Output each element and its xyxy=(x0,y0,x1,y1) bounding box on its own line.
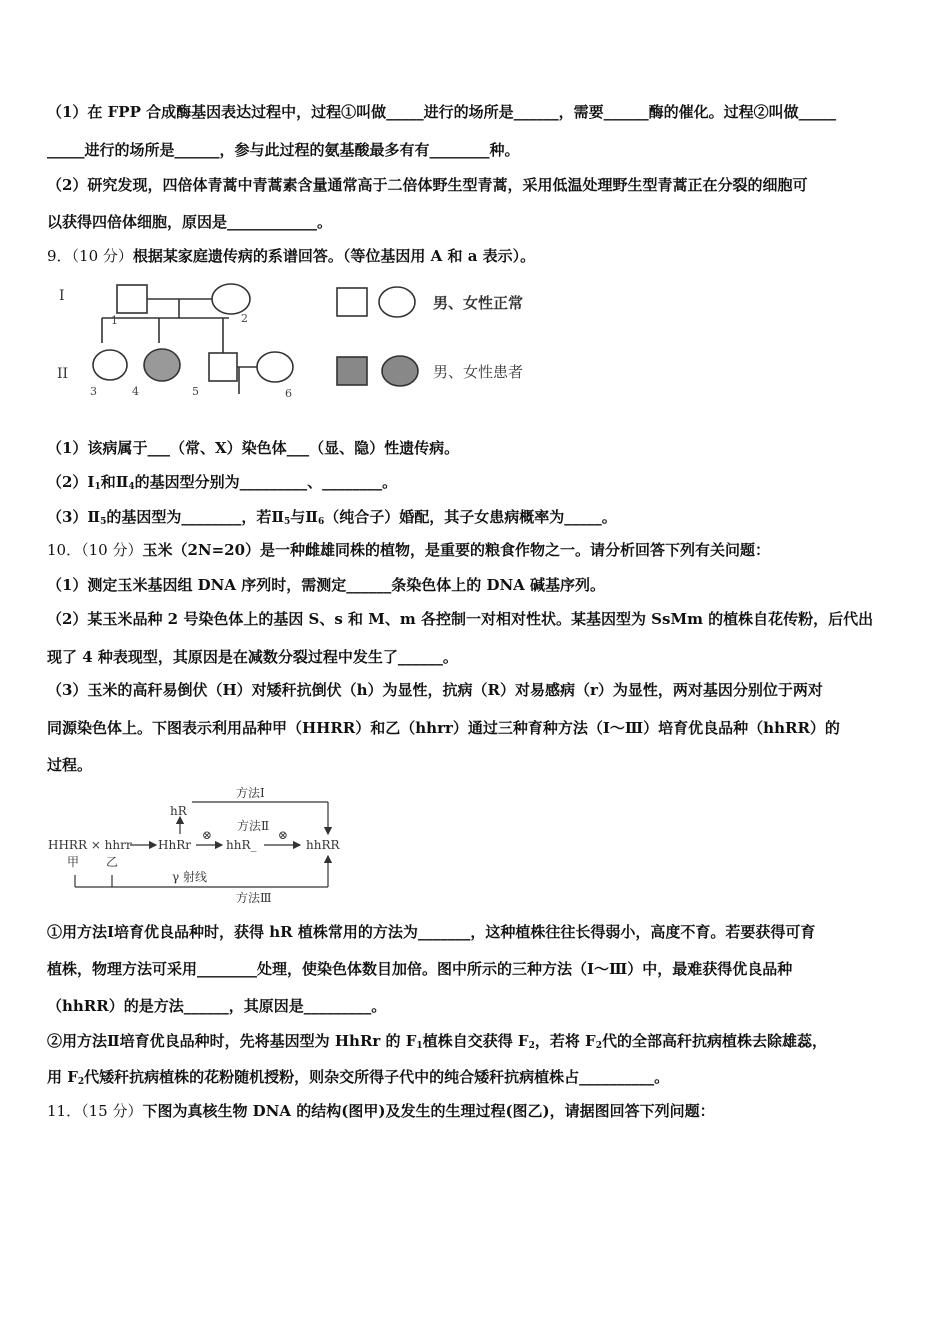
hhR-genotype: hhR_ xyxy=(226,838,257,852)
self-symbol-1: ⊗ xyxy=(202,828,213,842)
q9-sub3: $(3)Ⅱ_5$的基因型为________，若$Ⅱ_5$与$Ⅱ_6$（纯合子）婚配，其子女患病概率为_____。 xyxy=(47,508,617,527)
q10-sub3-line3: 过程。 xyxy=(47,756,93,774)
q8-part1-line2: _____进行的场所是______，参与此过程的氨基酸最多有有________种。 xyxy=(47,141,520,159)
gen-label-i: I xyxy=(59,288,65,304)
pedigree-ii3-female-normal xyxy=(93,350,127,380)
q10-number: 10．（10 分） xyxy=(47,541,143,559)
self-symbol-2: ⊗ xyxy=(278,828,289,842)
q8-part2-line2: 以获得四倍体细胞，原因是____________。 xyxy=(47,213,333,231)
cross-parents: HHRR × hhrr xyxy=(48,838,132,852)
q8-part1-line1: （1）在 FPP 合成酶基因表达过程中，过程①叫做_____进行的场所是______，需要______酶的催化。过程②叫做_____ xyxy=(47,103,837,121)
q10-c2-line1: ②用方法Ⅱ培育优良品种时，先将基因型为 HhRr 的 $F_1$植株自交获得 $F_2$，若将 $F_2$代的全部高秆抗病植株去除雄蕊， xyxy=(47,1032,827,1051)
q11-stem: 11．（15 分）下图为真核生物 DNA 的结构(图甲)及发生的生理过程(图乙)，请据图回答下列问题： xyxy=(47,1102,715,1120)
q10-c1-line3: （hhRR）的是方法______，其原因是_________。 xyxy=(47,997,387,1015)
q9-number: 9．（10 分） xyxy=(47,247,133,265)
pedigree-label-2: 2 xyxy=(241,312,248,325)
pedigree-i1-male-normal xyxy=(117,285,147,313)
q9-sub2: $(2)Ⅰ_1$和$Ⅱ_4$的基因型分别为_________、________。 xyxy=(47,473,398,492)
legend-affected-label: 男、女性患者 xyxy=(433,363,524,381)
gen-label-ii: II xyxy=(57,366,69,382)
q10-sub2-line1: （2）某玉米品种 2 号染色体上的基因 S、s 和 M、m 各控制一对相对性状。某基因型为 SsMm 的植株自花传粉，后代出 xyxy=(47,610,874,628)
pedigree-chart xyxy=(47,276,567,406)
q9-stem: 9．（10 分）根据某家庭遗传病的系谱回答。（等位基因用 A 和 a 表示）。 xyxy=(47,247,536,265)
q10-sub3-line1: （3）玉米的高秆易倒伏（H）对矮秆抗倒伏（h）为显性，抗病（R）对易感病（r）为显性，两对基因分别位于两对 xyxy=(47,681,823,699)
pedigree-i2-female-normal xyxy=(212,284,250,314)
method2-label: 方法Ⅱ xyxy=(237,819,270,833)
method3-label: 方法Ⅲ xyxy=(236,891,272,905)
legend-male-normal-icon xyxy=(337,288,367,316)
pedigree-ii5-male-normal xyxy=(209,353,237,381)
legend-female-affected-icon xyxy=(382,356,418,386)
method1-label: 方法Ⅰ xyxy=(236,786,265,800)
q10-sub3-line2: 同源染色体上。下图表示利用品种甲（HHRR）和乙（hhrr）通过三种育种方法（Ⅰ～Ⅲ）培育优良品种（hhRR）的 xyxy=(47,719,840,737)
q10-sub1: （1）测定玉米基因组 DNA 序列时，需测定______条染色体上的 DNA 碱基序列。 xyxy=(47,576,606,594)
breeding-diagram xyxy=(44,784,364,906)
target-genotype: hhRR xyxy=(306,838,340,852)
pedigree-ii4-female-affected xyxy=(144,349,180,381)
pedigree-label-5: 5 xyxy=(192,385,199,398)
legend-female-normal-icon xyxy=(379,287,415,317)
legend-male-affected-icon xyxy=(337,357,367,385)
pedigree-label-1: 1 xyxy=(111,314,118,327)
pedigree-label-4: 4 xyxy=(132,385,139,398)
hR-label: hR xyxy=(170,804,187,818)
q10-stem: 10．（10 分）玉米（2N=20）是一种雌雄同株的植物，是重要的粮食作物之一。请分析回答下列有关问题： xyxy=(47,541,771,559)
q10-c1-line1: ①用方法Ⅰ培育优良品种时，获得 hR 植株常用的方法为_______，这种植株往往长得弱小，高度不育。若要获得可育 xyxy=(47,923,816,941)
f1-genotype: HhRr xyxy=(158,838,191,852)
legend-normal-label: 男、女性正常 xyxy=(433,294,524,312)
parent-yi: 乙 xyxy=(106,855,119,869)
parent-jia: 甲 xyxy=(67,855,80,869)
gamma-ray-label: γ 射线 xyxy=(172,870,207,884)
q10-c1-line2: 植株，物理方法可采用________处理，使染色体数目加倍。图中所示的三种方法（Ⅰ～Ⅲ）中，最难获得优良品种 xyxy=(47,960,793,978)
q8-part2-line1: （2）研究发现，四倍体青蒿中青蒿素含量通常高于二倍体野生型青蒿，采用低温处理野生型青蒿正在分裂的细胞可 xyxy=(47,176,808,194)
pedigree-label-6: 6 xyxy=(285,387,292,400)
q10-sub2-line2: 现了 4 种表现型，其原因是在减数分裂过程中发生了______。 xyxy=(47,648,458,666)
q9-sub1: （1）该病属于___（常、X）染色体___（显、隐）性遗传病。 xyxy=(47,439,460,457)
pedigree-ii6-female-normal xyxy=(257,352,293,382)
pedigree-label-3: 3 xyxy=(90,385,97,398)
q11-number: 11．（15 分） xyxy=(47,1102,143,1120)
q10-c2-line2: 用 $F_2$代矮秆抗病植株的花粉随机授粉，则杂交所得子代中的纯合矮秆抗病植株占__________。 xyxy=(47,1068,670,1087)
